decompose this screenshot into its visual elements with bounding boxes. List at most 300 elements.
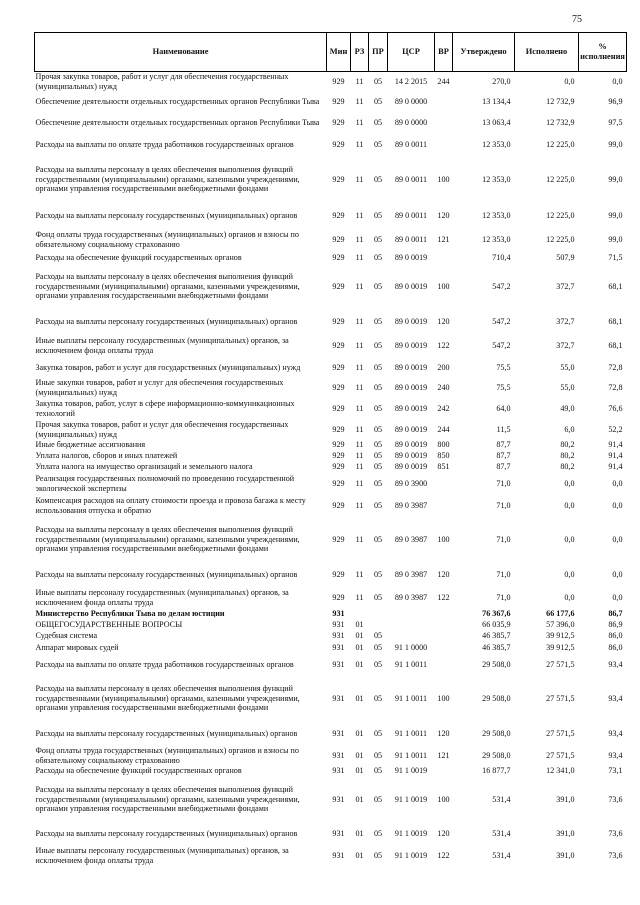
cell-pr: 05: [373, 794, 383, 804]
cell-percent: 86,9: [608, 620, 623, 630]
cell-vr: [435, 495, 453, 517]
cell-executed: 80,2: [560, 440, 575, 450]
cell-vr: [435, 620, 453, 631]
cell-pr: 05: [373, 728, 383, 738]
table-row: [35, 676, 627, 722]
cell-vr: 242: [437, 403, 450, 413]
cell-percent: 93,4: [608, 693, 623, 703]
cell-name: ОБЩЕГОСУДАРСТВЕННЫЕ ВОПРОСЫ: [35, 620, 183, 630]
table-row: [35, 378, 627, 398]
cell-approved: 547,2: [492, 340, 511, 350]
cell-csr: 89 0 0011: [394, 210, 428, 220]
cell-name: Расходы на выплаты персоналу государственных (муниципальных) органов: [35, 728, 298, 738]
cell-percent: 0,0: [612, 478, 623, 488]
cell-percent: 0,0: [612, 76, 623, 86]
cell-pr: 05: [373, 252, 383, 262]
cell-csr: [388, 631, 435, 642]
cell-percent: 86,0: [608, 642, 623, 652]
cell-vr: 100: [437, 534, 450, 544]
cell-rz: 11: [355, 362, 364, 372]
table-row: [35, 766, 627, 777]
cell-name: Расходы на выплаты персоналу государственных (муниципальных) органов: [35, 828, 298, 838]
cell-name: Иные выплаты персоналу государственных (муниципальных) органов, за исключением фонда оплаты труда: [35, 845, 289, 865]
cell-executed: 27 571,5: [546, 728, 575, 738]
cell-vr: [435, 134, 453, 156]
cell-approved: 12 353,0: [482, 174, 511, 184]
cell-pr: 05: [373, 828, 383, 838]
cell-pr: 05: [373, 569, 383, 579]
header-csr: ЦСР: [388, 33, 435, 72]
cell-name: Закупка товаров, работ и услуг для государственных (муниципальных) нужд: [35, 362, 301, 372]
cell-executed: 55,0: [560, 362, 575, 372]
cell-pr: 05: [373, 96, 383, 106]
cell-csr: 89 0 0019: [394, 403, 428, 413]
cell-name: Фонд оплаты труда государственных (муниципальных) органов и взносы по обязательному социальному страхованию: [35, 745, 299, 765]
cell-vr: 851: [437, 462, 450, 472]
table-row: [35, 358, 627, 378]
cell-rz: 11: [355, 76, 364, 86]
cell-approved: 66 035,9: [482, 620, 511, 630]
cell-percent: 99,0: [608, 139, 623, 149]
cell-rz: 01: [355, 828, 364, 838]
cell-csr: 89 0 3987: [394, 534, 428, 544]
table-row: [35, 440, 627, 451]
cell-approved: 87,7: [496, 462, 511, 472]
cell-vr: [435, 631, 453, 642]
cell-percent: 73,6: [608, 850, 623, 860]
cell-vr: [435, 92, 453, 112]
cell-csr: 89 0 0000: [394, 117, 428, 127]
cell-name: Расходы на выплаты персоналу в целях обеспечения выполнения функций государственными (муниципальными) органами, казенными учреждениями, органами управления государственными внебюджетными фондами: [35, 272, 300, 301]
cell-executed: 0,0: [564, 569, 575, 579]
cell-approved: 87,7: [496, 451, 511, 461]
cell-approved: 29 508,0: [482, 750, 511, 760]
cell-executed: 507,9: [556, 252, 575, 262]
cell-executed: 0,0: [564, 534, 575, 544]
cell-csr: 89 0 0019: [394, 252, 428, 262]
cell-approved: 12 353,0: [482, 139, 511, 149]
cell-vr: 244: [437, 424, 450, 434]
cell-rz: 11: [355, 382, 364, 392]
cell-csr: 89 0 0019: [394, 340, 428, 350]
table-row: [35, 845, 627, 867]
cell-pr: 05: [373, 340, 383, 350]
cell-percent: 91,4: [608, 462, 623, 472]
table-row: [35, 420, 627, 440]
cell-vr: 800: [437, 440, 450, 450]
cell-pr: 05: [373, 440, 383, 450]
cell-min: 929: [332, 139, 345, 149]
cell-csr: 89 0 0019: [394, 451, 428, 461]
cell-pr: 05: [373, 451, 383, 461]
cell-min: 929: [332, 451, 345, 461]
cell-vr: 240: [437, 382, 450, 392]
cell-rz: 11: [355, 234, 364, 244]
cell-name: Иные выплаты персоналу государственных (муниципальных) органов, за исключением фонда оплаты труда: [35, 587, 289, 607]
cell-rz: 01: [355, 794, 364, 804]
cell-executed: 12 225,0: [546, 139, 575, 149]
table-row: [35, 398, 627, 420]
cell-rz: 01: [355, 750, 364, 760]
cell-min: 929: [332, 500, 345, 510]
cell-csr: 91 1 0011: [394, 693, 428, 703]
cell-approved: 12 353,0: [482, 210, 511, 220]
cell-csr: 89 0 3987: [394, 592, 428, 602]
cell-executed: 12 225,0: [546, 210, 575, 220]
cell-min: 931: [332, 766, 345, 776]
table-row: [35, 252, 627, 264]
table-row: [35, 264, 627, 310]
cell-executed: 0,0: [564, 592, 575, 602]
cell-min: 929: [332, 234, 345, 244]
cell-percent: 0,0: [612, 534, 623, 544]
table-row: [35, 462, 627, 473]
cell-min: 929: [332, 403, 345, 413]
cell-percent: 86,0: [608, 631, 623, 641]
cell-csr: 91 1 0011: [394, 750, 428, 760]
cell-pr: 05: [373, 766, 383, 776]
cell-min: 931: [332, 794, 345, 804]
cell-pr: 05: [373, 500, 383, 510]
cell-pr: 05: [373, 693, 383, 703]
cell-executed: 391,0: [556, 828, 575, 838]
cell-executed: 12 341,0: [546, 766, 575, 776]
cell-name: Реализация государственных полномочий по проведению государственной экологической экспертизы: [35, 473, 295, 493]
cell-csr: 91 1 0019: [394, 766, 428, 776]
cell-approved: 71,0: [496, 569, 511, 579]
cell-min: 929: [332, 252, 345, 262]
cell-csr: 89 0 0019: [394, 362, 428, 372]
cell-csr: 89 0 0011: [394, 139, 428, 149]
cell-executed: 80,2: [560, 462, 575, 472]
table-row: [35, 473, 627, 495]
cell-rz: 11: [355, 440, 364, 450]
cell-vr: [435, 609, 453, 620]
cell-vr: [435, 252, 453, 264]
cell-pr: 05: [373, 362, 383, 372]
cell-csr: 91 1 0019: [394, 850, 428, 860]
cell-min: 931: [332, 728, 345, 738]
cell-percent: 73,6: [608, 794, 623, 804]
cell-percent: 0,0: [612, 569, 623, 579]
cell-csr: [388, 620, 435, 631]
cell-rz: 11: [355, 403, 364, 413]
cell-approved: 64,0: [496, 403, 511, 413]
cell-min: 929: [332, 174, 345, 184]
header-min: Мин: [327, 33, 351, 72]
cell-vr: 100: [437, 794, 450, 804]
cell-name: Уплата налога на имущество организаций и земельного налога: [35, 462, 253, 472]
cell-rz: 11: [355, 340, 364, 350]
cell-executed: 66 177,6: [546, 609, 575, 619]
cell-csr: 91 1 0000: [394, 642, 428, 652]
cell-rz: 01: [355, 631, 364, 641]
cell-vr: 120: [437, 210, 450, 220]
cell-executed: 27 571,5: [546, 693, 575, 703]
cell-percent: 68,1: [608, 316, 623, 326]
cell-rz: [351, 609, 369, 620]
cell-min: 929: [332, 569, 345, 579]
cell-vr: [435, 112, 453, 134]
table-row: [35, 112, 627, 134]
cell-rz: 01: [355, 693, 364, 703]
table-row: [35, 609, 627, 620]
cell-executed: 0,0: [564, 478, 575, 488]
cell-executed: 39 912,5: [546, 631, 575, 641]
cell-percent: 68,1: [608, 281, 623, 291]
cell-percent: 99,0: [608, 210, 623, 220]
cell-approved: 13 063,4: [482, 117, 511, 127]
cell-rz: 01: [355, 850, 364, 860]
cell-pr: 05: [373, 234, 383, 244]
cell-csr: 91 1 0019: [394, 828, 428, 838]
cell-executed: 27 571,5: [546, 750, 575, 760]
cell-vr: 122: [437, 850, 450, 860]
table-row: [35, 631, 627, 642]
cell-percent: 76,6: [608, 403, 623, 413]
cell-rz: 01: [355, 642, 364, 652]
cell-min: 931: [332, 631, 345, 641]
cell-approved: 710,4: [492, 252, 511, 262]
header-pr: ПР: [369, 33, 388, 72]
cell-approved: 12 353,0: [482, 234, 511, 244]
table-row: [35, 642, 627, 654]
cell-csr: 89 0 0011: [394, 234, 428, 244]
cell-csr: 91 1 0019: [394, 794, 428, 804]
cell-min: 929: [332, 340, 345, 350]
budget-table: [34, 32, 627, 867]
cell-vr: 200: [437, 362, 450, 372]
cell-approved: 547,2: [492, 316, 511, 326]
cell-min: 931: [332, 659, 345, 669]
cell-name: Расходы на выплаты персоналу в целях обеспечения выполнения функций государственными (муниципальными) органами, казенными учреждениями, органами управления государственными внебюджетными фондами: [35, 165, 300, 194]
cell-pr: 05: [373, 631, 383, 641]
cell-percent: 86,7: [608, 609, 623, 619]
cell-min: 929: [332, 96, 345, 106]
cell-name: Закупка товаров, работ, услуг в сфере информационно-коммуникационных технологий: [35, 398, 295, 418]
cell-csr: 89 0 0019: [394, 462, 428, 472]
table-row: [35, 587, 627, 609]
cell-executed: 57 396,0: [546, 620, 575, 630]
cell-min: 931: [332, 693, 345, 703]
cell-percent: 71,5: [608, 252, 623, 262]
cell-percent: 52,2: [608, 424, 623, 434]
table-row: [35, 156, 627, 204]
cell-csr: 89 0 0019: [394, 382, 428, 392]
cell-executed: 12 732,9: [546, 117, 575, 127]
cell-executed: 27 571,5: [546, 659, 575, 669]
cell-percent: 73,1: [608, 766, 623, 776]
cell-min: 929: [332, 382, 345, 392]
cell-vr: 850: [437, 451, 450, 461]
cell-executed: 372,7: [556, 316, 575, 326]
cell-rz: 11: [355, 478, 364, 488]
cell-pr: 05: [373, 316, 383, 326]
cell-percent: 91,4: [608, 440, 623, 450]
cell-percent: 99,0: [608, 234, 623, 244]
table-row: [35, 746, 627, 766]
cell-rz: 01: [355, 620, 364, 630]
cell-vr: 120: [437, 569, 450, 579]
cell-approved: 29 508,0: [482, 659, 511, 669]
cell-pr: 05: [373, 403, 383, 413]
cell-executed: 80,2: [560, 451, 575, 461]
cell-csr: [388, 609, 435, 620]
cell-rz: 11: [355, 462, 364, 472]
table-row: [35, 204, 627, 228]
cell-pr: 05: [373, 534, 383, 544]
cell-vr: 244: [437, 76, 450, 86]
cell-min: 929: [332, 117, 345, 127]
cell-pr: 05: [373, 659, 383, 669]
cell-vr: [435, 642, 453, 654]
cell-vr: 120: [437, 316, 450, 326]
cell-vr: 121: [437, 234, 450, 244]
cell-name: Министерство Республики Тыва по делам юстиции: [35, 609, 225, 619]
cell-csr: 89 0 3900: [394, 478, 428, 488]
header-percent: % исполнения: [579, 33, 627, 72]
cell-executed: 12 225,0: [546, 174, 575, 184]
cell-csr: 89 0 0000: [394, 96, 428, 106]
cell-pr: 05: [373, 117, 383, 127]
cell-name: Аппарат мировых судей: [35, 642, 119, 652]
cell-vr: 120: [437, 828, 450, 838]
cell-rz: 11: [355, 252, 364, 262]
cell-rz: 11: [355, 534, 364, 544]
header-executed: Исполнено: [515, 33, 579, 72]
cell-pr: 05: [373, 642, 383, 652]
cell-pr: 05: [373, 850, 383, 860]
cell-rz: 01: [355, 659, 364, 669]
cell-rz: 11: [355, 210, 364, 220]
cell-executed: 49,0: [560, 403, 575, 413]
cell-name: Уплата налогов, сборов и иных платежей: [35, 451, 178, 461]
cell-rz: 01: [355, 766, 364, 776]
cell-vr: 100: [437, 174, 450, 184]
cell-percent: 0,0: [612, 592, 623, 602]
table-row: [35, 134, 627, 156]
cell-percent: 91,4: [608, 451, 623, 461]
table-row: [35, 228, 627, 252]
table-row: [35, 72, 627, 92]
cell-approved: 75,5: [496, 362, 511, 372]
cell-vr: [435, 766, 453, 777]
cell-name: Расходы на выплаты персоналу в целях обеспечения выполнения функций государственными (муниципальными) органами, казенными учреждениями, органами управления государственными внебюджетными фондами: [35, 525, 300, 554]
cell-executed: 372,7: [556, 340, 575, 350]
cell-approved: 11,5: [496, 424, 511, 434]
cell-min: 929: [332, 424, 345, 434]
cell-min: 931: [332, 609, 345, 619]
cell-name: Расходы на обеспечение функций государственных органов: [35, 766, 242, 776]
cell-min: 929: [332, 362, 345, 372]
cell-min: 931: [332, 850, 345, 860]
cell-rz: 11: [355, 281, 364, 291]
cell-approved: 46 385,7: [482, 631, 511, 641]
cell-pr: 05: [373, 210, 383, 220]
cell-name: Иные закупки товаров, работ и услуг для обеспечения государственных (муниципальных) нужд: [35, 377, 284, 397]
cell-csr: 89 0 0019: [394, 440, 428, 450]
cell-csr: 89 0 0019: [394, 281, 428, 291]
cell-vr: 122: [437, 592, 450, 602]
table-row: [35, 310, 627, 334]
cell-percent: 97,5: [608, 117, 623, 127]
cell-min: 929: [332, 462, 345, 472]
cell-executed: 0,0: [564, 500, 575, 510]
header-name: Наименование: [35, 33, 327, 72]
cell-executed: 391,0: [556, 850, 575, 860]
cell-pr: 05: [373, 424, 383, 434]
cell-executed: 55,0: [560, 382, 575, 392]
header-approved: Утверждено: [453, 33, 515, 72]
cell-rz: 11: [355, 139, 364, 149]
cell-rz: 11: [355, 117, 364, 127]
cell-min: 931: [332, 828, 345, 838]
page-number: 75: [572, 14, 582, 25]
cell-executed: 39 912,5: [546, 642, 575, 652]
cell-rz: 11: [355, 424, 364, 434]
cell-pr: 05: [373, 139, 383, 149]
cell-executed: 12 225,0: [546, 234, 575, 244]
cell-rz: 11: [355, 592, 364, 602]
cell-pr: 05: [373, 462, 383, 472]
cell-approved: 71,0: [496, 478, 511, 488]
cell-name: Расходы на выплаты персоналу государственных (муниципальных) органов: [35, 210, 298, 220]
table-row: [35, 620, 627, 631]
cell-name: Иные выплаты персоналу государственных (муниципальных) органов, за исключением фонда оплаты труда: [35, 335, 289, 355]
cell-name: Расходы на выплаты по оплате труда работников государственных органов: [35, 139, 294, 149]
cell-name: Обеспечение деятельности отдельных государственных органов Республики Тыва: [35, 117, 320, 127]
cell-approved: 531,4: [492, 828, 511, 838]
cell-min: 931: [332, 620, 345, 630]
cell-percent: 0,0: [612, 500, 623, 510]
cell-approved: 46 385,7: [482, 642, 511, 652]
cell-name: Обеспечение деятельности отдельных государственных органов Республики Тыва: [35, 96, 320, 106]
cell-vr: 100: [437, 693, 450, 703]
cell-min: 929: [332, 592, 345, 602]
cell-approved: 270,0: [492, 76, 511, 86]
cell-name: Компенсация расходов на оплату стоимости проезда и провоза багажа к месту использования отпуска и обратно: [35, 495, 306, 515]
cell-pr: [369, 609, 388, 620]
cell-rz: 11: [355, 316, 364, 326]
cell-csr: 89 0 3987: [394, 500, 428, 510]
cell-name: Фонд оплаты труда государственных (муниципальных) органов и взносы по обязательному социальному страхованию: [35, 229, 299, 249]
cell-min: 929: [332, 440, 345, 450]
cell-csr: 91 1 0011: [394, 659, 428, 669]
table-row: [35, 517, 627, 563]
cell-percent: 73,6: [608, 828, 623, 838]
cell-pr: 05: [373, 174, 383, 184]
cell-percent: 93,4: [608, 659, 623, 669]
table-header-row: [35, 33, 627, 72]
cell-name: Расходы на обеспечение функций государственных органов: [35, 252, 242, 262]
cell-percent: 72,8: [608, 362, 623, 372]
cell-csr: 14 2 2015: [394, 76, 428, 86]
cell-vr: 120: [437, 728, 450, 738]
cell-csr: 89 0 0019: [394, 316, 428, 326]
cell-percent: 99,0: [608, 174, 623, 184]
cell-min: 929: [332, 534, 345, 544]
cell-min: 929: [332, 281, 345, 291]
cell-executed: 12 732,9: [546, 96, 575, 106]
table-row: [35, 334, 627, 358]
cell-approved: 71,0: [496, 592, 511, 602]
cell-rz: 11: [355, 451, 364, 461]
cell-vr: 100: [437, 281, 450, 291]
cell-percent: 68,1: [608, 340, 623, 350]
cell-pr: 05: [373, 76, 383, 86]
cell-percent: 96,9: [608, 96, 623, 106]
cell-csr: 91 1 0011: [394, 728, 428, 738]
